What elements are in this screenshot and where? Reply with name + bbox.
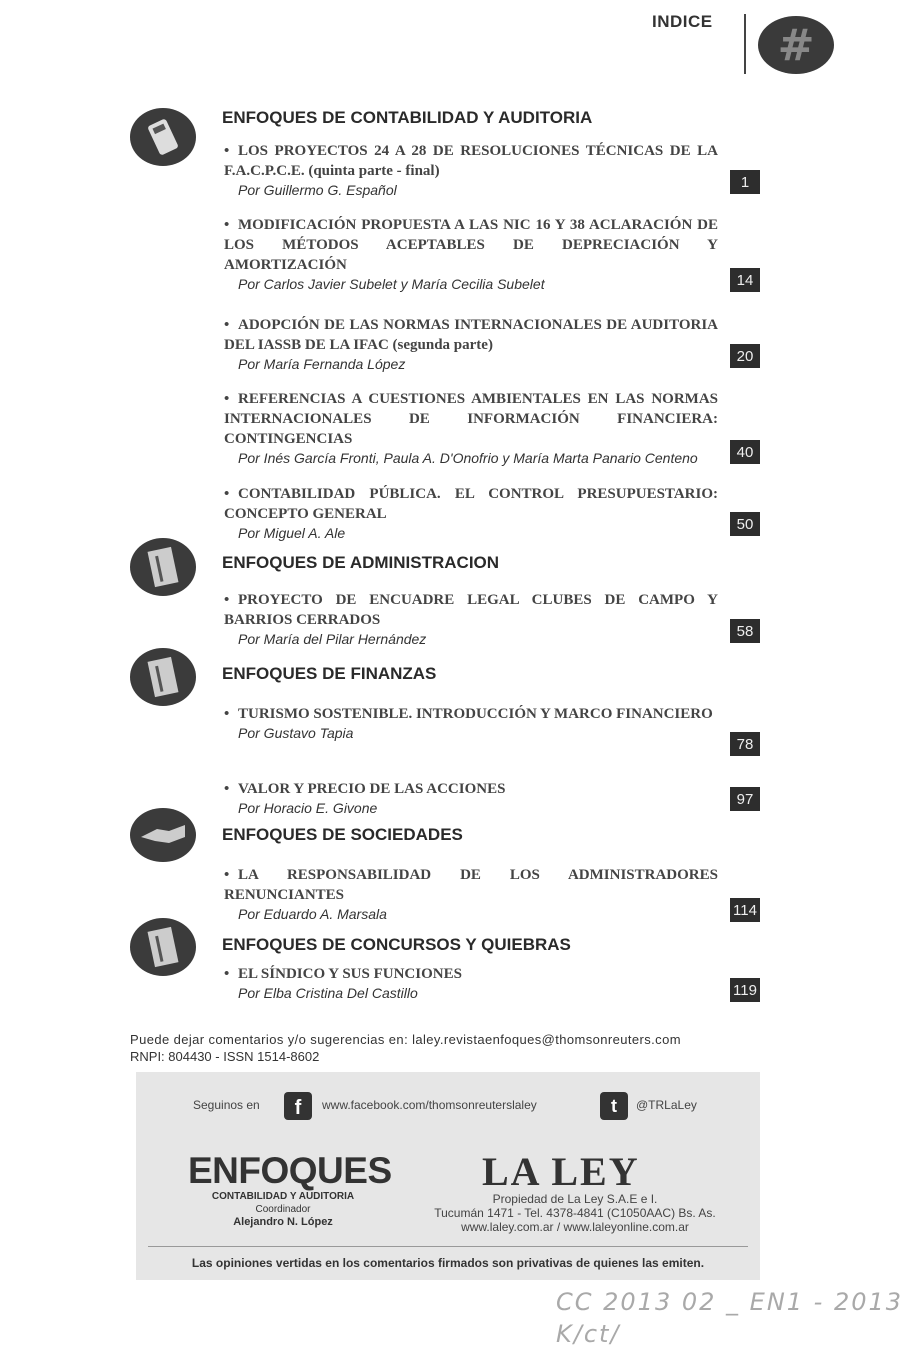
entry-title: • LOS PROYECTOS 24 A 28 DE RESOLUCIONES TÉCNICAS DE LA F.A.C.P.C.E. (quinta parte - final) (224, 143, 718, 179)
bullet-icon: • (224, 592, 230, 608)
calculator-icon (130, 108, 196, 166)
entry-author: Por Horacio E. Givone (238, 800, 378, 816)
toc-entry[interactable] (224, 215, 718, 294)
page-number[interactable]: 50 (730, 512, 760, 536)
section-title: ENFOQUES DE SOCIEDADES (222, 825, 463, 844)
bullet-icon: • (224, 391, 230, 407)
entry-author: Por María Fernanda López (238, 356, 406, 372)
comments-email[interactable]: laley.revistaenfoques@thomsonreuters.com (412, 1032, 681, 1047)
page-number[interactable]: 20 (730, 344, 760, 368)
entry-title: • LA RESPONSABILIDAD DE LOS ADMINISTRADORES RENUNCIANTES (224, 867, 718, 903)
bullet-icon: • (224, 966, 230, 982)
entry-title: • MODIFICACIÓN PROPUESTA A LAS NIC 16 Y 38 ACLARACIÓN DE LOS MÉTODOS ACEPTABLES DE DEPRECIACIÓN Y AMORTIZACIÓN (224, 217, 718, 273)
page-number[interactable]: 1 (730, 170, 760, 194)
page-title: INDICE (652, 12, 713, 31)
entry-author: Por Inés García Fronti, Paula A. D'Onofrio y María Marta Panario Centeno (238, 450, 698, 466)
entry-title: • CONTABILIDAD PÚBLICA. EL CONTROL PRESUPUESTARIO: CONCEPTO GENERAL (224, 486, 718, 522)
toc-entry[interactable] (224, 964, 718, 1003)
handshake-icon (130, 808, 196, 862)
bullet-icon: • (224, 486, 230, 502)
toc-entry[interactable] (224, 389, 718, 468)
publisher-box (136, 1072, 760, 1280)
page-number[interactable]: 78 (730, 732, 760, 756)
twitter-handle[interactable]: @TRLaLey (636, 1098, 697, 1112)
section-title: ENFOQUES DE CONCURSOS Y QUIEBRAS (222, 935, 571, 954)
facebook-link[interactable]: www.facebook.com/thomsonreuterslaley (322, 1098, 537, 1112)
hash-icon: # (758, 16, 834, 74)
bullet-icon: • (224, 781, 230, 797)
entry-author: Por Gustavo Tapia (238, 725, 354, 741)
bullet-icon: • (224, 867, 230, 883)
page-number[interactable]: 14 (730, 268, 760, 292)
entry-title: • VALOR Y PRECIO DE LAS ACCIONES (224, 781, 506, 797)
toc-entry[interactable] (224, 865, 718, 924)
bullet-icon: • (224, 706, 230, 722)
publisher-info: Propiedad de La Ley S.A.E e I. Tucumán 1471 - Tel. 4378-4841 (C1050AAC) Bs. As. www.laley.com.ar / www.laleyonline.com.ar (420, 1192, 730, 1234)
page-number[interactable]: 58 (730, 619, 760, 643)
entry-author: Por Guillermo G. Español (238, 182, 397, 198)
entry-author: Por Elba Cristina Del Castillo (238, 985, 418, 1001)
entry-title: • ADOPCIÓN DE LAS NORMAS INTERNACIONALES DE AUDITORIA DEL IASSB DE LA IFAC (segunda parte) (224, 317, 718, 353)
page-number[interactable]: 119 (730, 978, 760, 1002)
entry-title: • REFERENCIAS A CUESTIONES AMBIENTALES EN LAS NORMAS INTERNACIONALES DE INFORMACIÓN FINANCIERA: CONTINGENCIAS (224, 391, 718, 447)
toc-entry[interactable] (224, 315, 718, 374)
facebook-icon[interactable]: f (284, 1092, 312, 1120)
toc-entry[interactable] (224, 590, 718, 649)
follow-label: Seguinos en (193, 1098, 260, 1112)
divider (148, 1246, 748, 1247)
page-number[interactable]: 114 (730, 898, 760, 922)
entry-title: • TURISMO SOSTENIBLE. INTRODUCCIÓN Y MARCO FINANCIERO (224, 706, 713, 722)
section-title: ENFOQUES DE ADMINISTRACION (222, 553, 500, 572)
bullet-icon: • (224, 143, 230, 159)
bullet-icon: • (224, 317, 230, 333)
entry-author: Por Eduardo A. Marsala (238, 906, 387, 922)
toc-entry[interactable] (224, 141, 718, 200)
toc-entry[interactable] (224, 779, 718, 818)
binder-icon (130, 538, 196, 596)
entry-author: Por Miguel A. Ale (238, 525, 346, 541)
page-number[interactable]: 40 (730, 440, 760, 464)
entry-title: • EL SÍNDICO Y SUS FUNCIONES (224, 966, 462, 982)
divider (744, 14, 746, 74)
binder-icon (130, 918, 196, 976)
binder-icon (130, 648, 196, 706)
twitter-icon[interactable]: t (600, 1092, 628, 1120)
section-title: ENFOQUES DE CONTABILIDAD Y AUDITORIA (222, 108, 593, 127)
toc-entry[interactable] (224, 484, 718, 543)
entry-author: Por Carlos Javier Subelet y María Cecilia Subelet (238, 276, 545, 292)
toc-entry[interactable] (224, 704, 718, 743)
comments-note: Puede dejar comentarios y/o sugerencias en: laley.revistaenfoques@thomsonreuters.com (130, 1032, 681, 1047)
magazine-logo: ENFOQUES (188, 1150, 392, 1191)
disclaimer: Las opiniones vertidas en los comentarios firmados son privativas de quienes las emiten. (191, 1256, 705, 1270)
publisher-links[interactable]: www.laley.com.ar / www.laleyonline.com.ar (461, 1220, 689, 1234)
page-number[interactable]: 97 (730, 787, 760, 811)
handwritten-note: CC 2013 02 _ EN1 - 2013 K/ct/ (556, 1288, 903, 1348)
publisher-logo: LA LEY (482, 1149, 640, 1194)
section-title: ENFOQUES DE FINANZAS (222, 664, 437, 683)
entry-author: Por María del Pilar Hernández (238, 631, 427, 647)
rnpi-issn: RNPI: 804430 - ISSN 1514-8602 (130, 1049, 320, 1064)
magazine-credits: CONTABILIDAD Y AUDITORIA Coordinador Alejandro N. López (211, 1191, 355, 1228)
entry-title: • PROYECTO DE ENCUADRE LEGAL CLUBES DE CAMPO Y BARRIOS CERRADOS (224, 592, 718, 628)
bullet-icon: • (224, 217, 230, 233)
